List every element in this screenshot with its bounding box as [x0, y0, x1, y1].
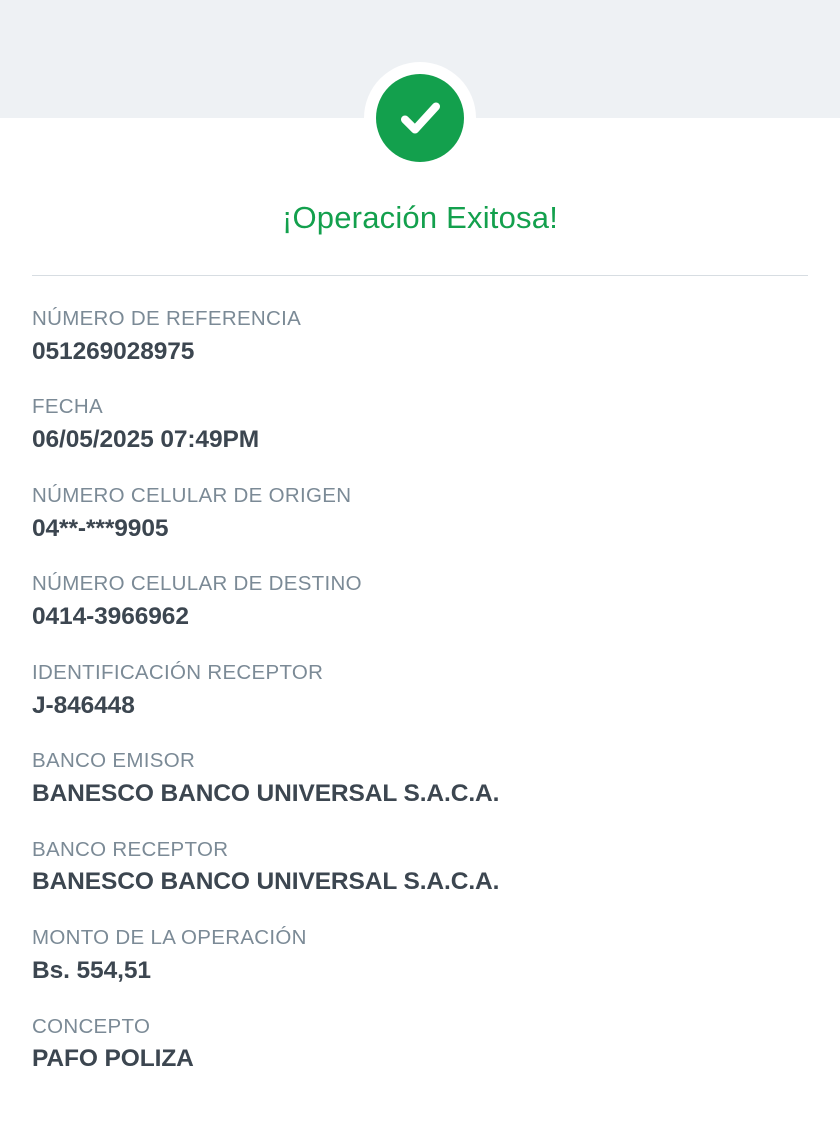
field-value: PAFO POLIZA	[32, 1045, 194, 1073]
field-origin-phone	[32, 483, 808, 544]
field-value: 04**-***9905	[32, 514, 169, 542]
field-label: NÚMERO CELULAR DE ORIGEN	[32, 483, 352, 507]
field-value: 06/05/2025 07:49PM	[32, 426, 260, 454]
field-destination-phone	[32, 571, 808, 632]
field-value: BANESCO BANCO UNIVERSAL S.A.C.A.	[32, 868, 500, 896]
field-receiving-bank	[32, 837, 808, 898]
field-issuing-bank	[32, 748, 808, 809]
field-value: BANESCO BANCO UNIVERSAL S.A.C.A.	[32, 779, 500, 807]
field-reference-number	[32, 306, 808, 367]
divider	[32, 275, 808, 276]
field-label: NÚMERO DE REFERENCIA	[32, 307, 302, 330]
badge-ring	[364, 62, 476, 174]
field-concept	[32, 1014, 808, 1075]
success-badge	[0, 62, 840, 174]
field-label: BANCO EMISOR	[32, 749, 196, 773]
field-label: IDENTIFICACIÓN RECEPTOR	[32, 660, 324, 684]
field-date	[32, 394, 808, 455]
field-amount	[32, 925, 808, 986]
field-value: 0414-3966962	[32, 603, 189, 631]
page-title: ¡Operación Exitosa!	[281, 200, 559, 235]
field-list	[32, 306, 808, 1102]
field-label: FECHA	[32, 395, 103, 419]
field-label: CONCEPTO	[32, 1014, 151, 1038]
field-label: MONTO DE LA OPERACIÓN	[32, 926, 307, 950]
field-value: 051269028975	[32, 337, 195, 365]
field-value: J-846448	[32, 691, 135, 719]
field-label: BANCO RECEPTOR	[32, 837, 229, 861]
field-receiver-id	[32, 660, 808, 721]
field-value: Bs. 554,51	[32, 956, 151, 984]
check-circle-icon	[376, 74, 464, 162]
field-label: NÚMERO CELULAR DE DESTINO	[32, 572, 362, 596]
